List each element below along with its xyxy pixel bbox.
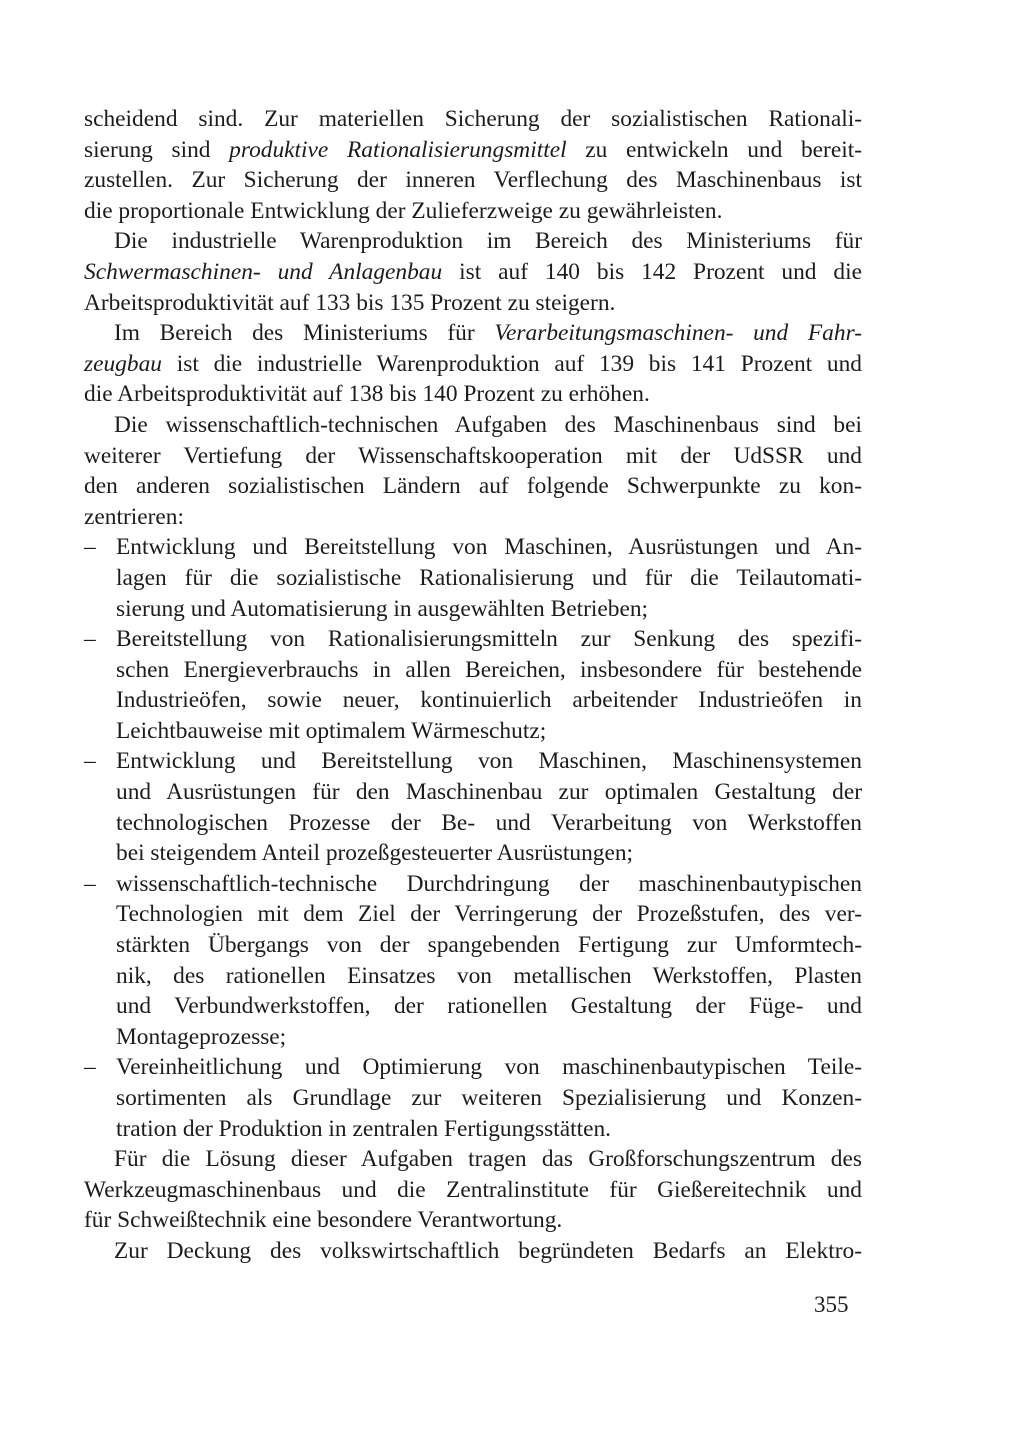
text-line: sierung sind produktive Rationalisierungsmittel zu entwickeln und bereit- (84, 136, 862, 163)
body-text (84, 104, 862, 1267)
text-line: Schwermaschinen- und Anlagenbau ist auf 140 bis 142 Prozent und die (84, 258, 862, 285)
italic-text: zeugbau (84, 350, 162, 377)
text-line: zustellen. Zur Sicherung der inneren Verflechung des Maschinenbaus ist (84, 167, 862, 194)
text-line: weiterer Vertiefung der Wissenschaftskooperation mit der UdSSR und (84, 442, 862, 469)
text-line: lagen für die sozialistische Rationalisierung und für die Teilautomati- (116, 564, 862, 591)
text-line: den anderen sozialistischen Ländern auf folgende Schwerpunkte zu kon- (84, 473, 862, 500)
italic-text: produktive Rationalisierungsmittel (229, 136, 567, 163)
dash-marker: – (84, 626, 96, 653)
text-line: Im Bereich des Ministeriums für Verarbeitungsmaschinen- und Fahr- (114, 320, 862, 347)
text-line: stärkten Übergangs von der spangebenden Fertigung zur Umformtech- (116, 932, 862, 959)
dash-marker: – (84, 534, 96, 561)
text-line: Die wissenschaftlich-technischen Aufgaben des Maschinenbaus sind bei (114, 411, 862, 438)
page-number: 355 (814, 1292, 849, 1317)
list-item: – Bereitstellung von Rationalisierungsmitteln zur Senkung des spezifi- (84, 624, 862, 655)
italic-text: Verarbeitungsmaschinen- und Fahr- (494, 320, 862, 347)
dash-marker: – (84, 1054, 96, 1081)
list-item: – Entwicklung und Bereitstellung von Maschinen, Maschinensystemen (84, 746, 862, 777)
italic-text: Schwermaschinen- und Anlagenbau (84, 258, 443, 285)
dash-marker: – (84, 870, 96, 897)
text-line: zeugbau ist die industrielle Warenproduktion auf 139 bis 141 Prozent und (84, 350, 862, 377)
dash-marker: – (84, 748, 96, 775)
text-line: tration der Produktion in zentralen Fertigungsstätten. (116, 1115, 611, 1142)
text-line: sierung und Automatisierung in ausgewählten Betrieben; (116, 595, 649, 622)
list-item: – Entwicklung und Bereitstellung von Maschinen, Ausrüstungen und An- (84, 532, 862, 563)
text-line: Zur Deckung des volkswirtschaftlich begründeten Bedarfs an Elektro- (114, 1237, 862, 1264)
text-line: technologischen Prozesse der Be- und Verarbeitung von Werkstoffen (116, 809, 862, 836)
text-line: Arbeitsproduktivität auf 133 bis 135 Prozent zu steigern. (84, 289, 616, 316)
text-line: und Verbundwerkstoffen, der rationellen Gestaltung der Füge- und (116, 993, 862, 1020)
text-line: Technologien mit dem Ziel der Verringerung der Prozeßstufen, des ver- (116, 901, 862, 928)
text-line: Werkzeugmaschinenbaus und die Zentralinstitute für Gießereitechnik und (84, 1176, 862, 1203)
text-line: und Ausrüstungen für den Maschinenbau zur optimalen Gestaltung der (116, 779, 862, 806)
list-item: – Vereinheitlichung und Optimierung von maschinenbautypischen Teile- (84, 1052, 862, 1083)
list-item: – wissenschaftlich-technische Durchdringung der maschinenbautypischen (84, 869, 862, 900)
text-line: Die industrielle Warenproduktion im Bereich des Ministeriums für (114, 228, 862, 255)
text-line: für Schweißtechnik eine besondere Verantwortung. (84, 1207, 563, 1234)
text-line: schen Energieverbrauchs in allen Bereichen, insbesondere für bestehende (116, 656, 862, 683)
text-line: die Arbeitsproduktivität auf 138 bis 140 Prozent zu erhöhen. (84, 381, 650, 408)
text-line: die proportionale Entwicklung der Zulieferzweige zu gewährleisten. (84, 197, 723, 224)
text-line: Leichtbauweise mit optimalem Wärmeschutz; (116, 717, 547, 744)
text-line: Industrieöfen, sowie neuer, kontinuierlich arbeitender Industrieöfen in (116, 687, 862, 714)
text-line: scheidend sind. Zur materiellen Sicherung der sozialistischen Rationali- (84, 106, 862, 132)
text-line: Montageprozesse; (116, 1023, 287, 1050)
text-line: sortimenten als Grundlage zur weiteren Spezialisierung und Konzen- (116, 1085, 862, 1111)
text-line: Für die Lösung dieser Aufgaben tragen das Großforschungszentrum des (114, 1146, 862, 1173)
text-line: zentrieren: (84, 503, 184, 530)
text-line: nik, des rationellen Einsatzes von metallischen Werkstoffen, Plasten (116, 962, 862, 989)
text-line: bei steigendem Anteil prozeßgesteuerter Ausrüstungen; (116, 840, 634, 867)
